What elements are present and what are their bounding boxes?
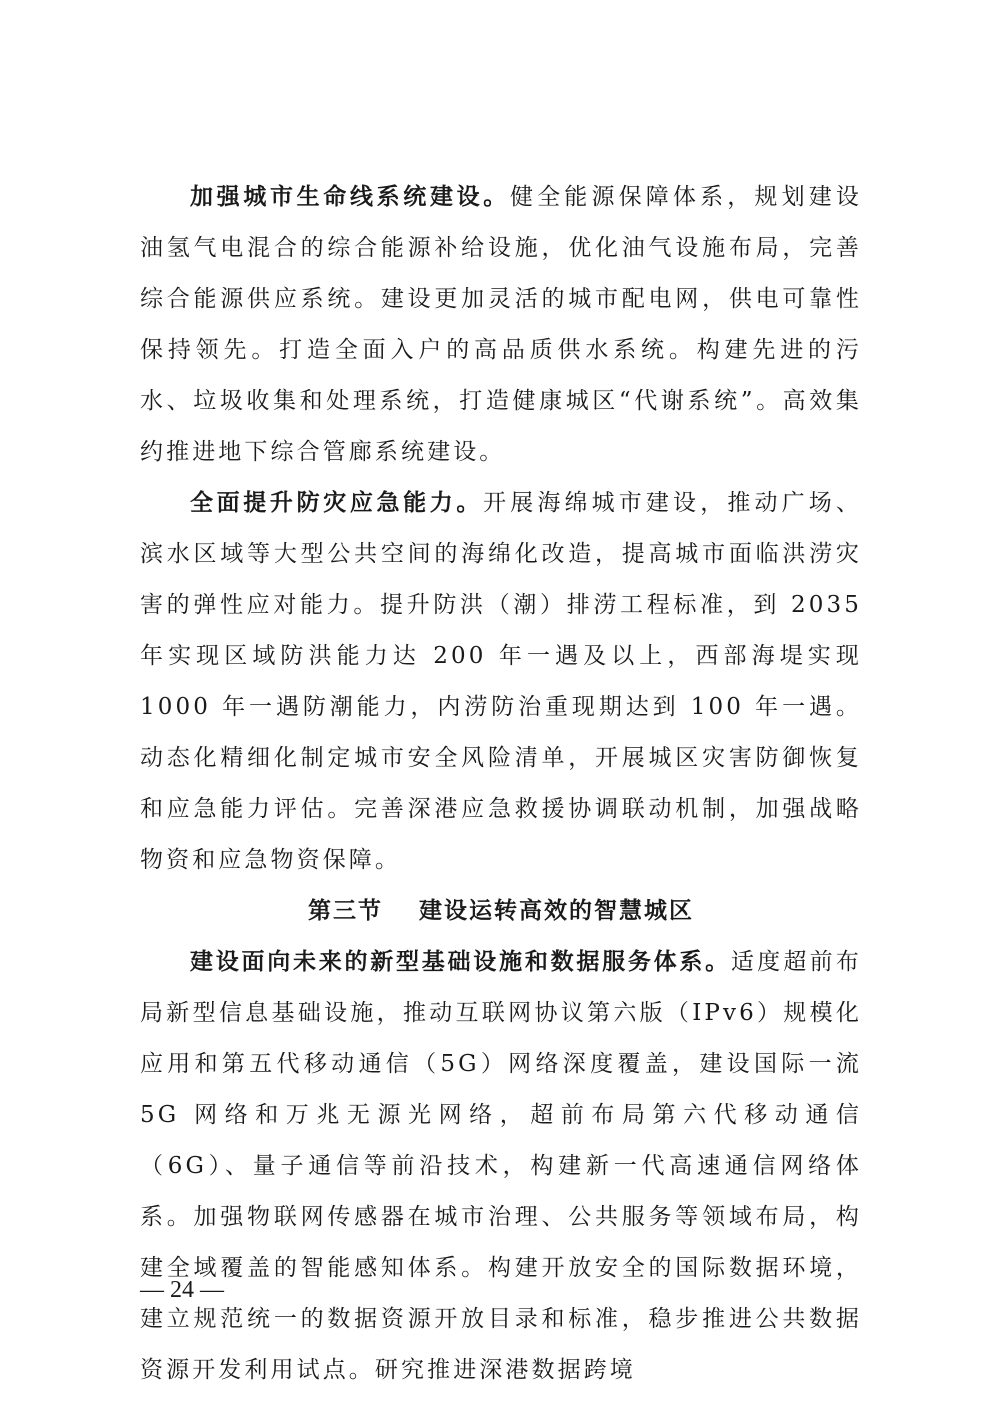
section-heading bbox=[140, 886, 862, 937]
paragraph-lead: 建设面向未来的新型基础设施和数据服务体系。 bbox=[190, 949, 731, 975]
paragraph-new-infrastructure bbox=[140, 937, 862, 1396]
paragraph-disaster-prevention bbox=[140, 478, 862, 886]
paragraph-text: 适度超前布局新型信息基础设施，推动互联网协议第六版（IPv6）规模化应用和第五代移动通信（5G）网络深度覆盖，建设国际一流 5G 网络和万兆无源光网络，超前布局第六代移动通信（6G）、量子通信等前沿技术，构建新一代高速通信网络体系。加强物联网传感器在城市治理、公共服务等领域布局，构建全域覆盖的智能感知体系。构建开放安全的国际数据环境，建立规范统一的数据资源开放目录和标准，稳步推进公共数据资源开发利用试点。研究推进深港数据跨境 bbox=[140, 949, 862, 1383]
page-body bbox=[140, 172, 862, 1396]
section-title: 建设运转高效的智慧城区 bbox=[419, 898, 694, 924]
paragraph-text: 开展海绵城市建设，推动广场、滨水区域等大型公共空间的海绵化改造，提高城市面临洪涝灾害的弹性应对能力。提升防洪（潮）排涝工程标准，到 2035 年实现区域防洪能力达 200 年一遇及以上，西部海堤实现 1000 年一遇防潮能力，内涝防治重现期达到 100 年一遇。动态化精细化制定城市安全风险清单，开展城区灾害防御恢复和应急能力评估。完善深港应急救援协调联动机制，加强战略物资和应急物资保障。 bbox=[140, 490, 862, 873]
paragraph-lifeline-systems bbox=[140, 172, 862, 478]
paragraph-lead: 全面提升防灾应急能力。 bbox=[190, 490, 484, 516]
paragraph-text: 健全能源保障体系，规划建设油氢气电混合的综合能源补给设施，优化油气设施布局，完善综合能源供应系统。建设更加灵活的城市配电网，供电可靠性保持领先。打造全面入户的高品质供水系统。构建先进的污水、垃圾收集和处理系统，打造健康城区“代谢系统”。高效集约推进地下综合管廊系统建设。 bbox=[140, 184, 862, 465]
paragraph-lead: 加强城市生命线系统建设。 bbox=[190, 184, 510, 210]
section-number: 第三节 bbox=[308, 898, 383, 924]
page-number: — 24 — bbox=[140, 1277, 224, 1303]
